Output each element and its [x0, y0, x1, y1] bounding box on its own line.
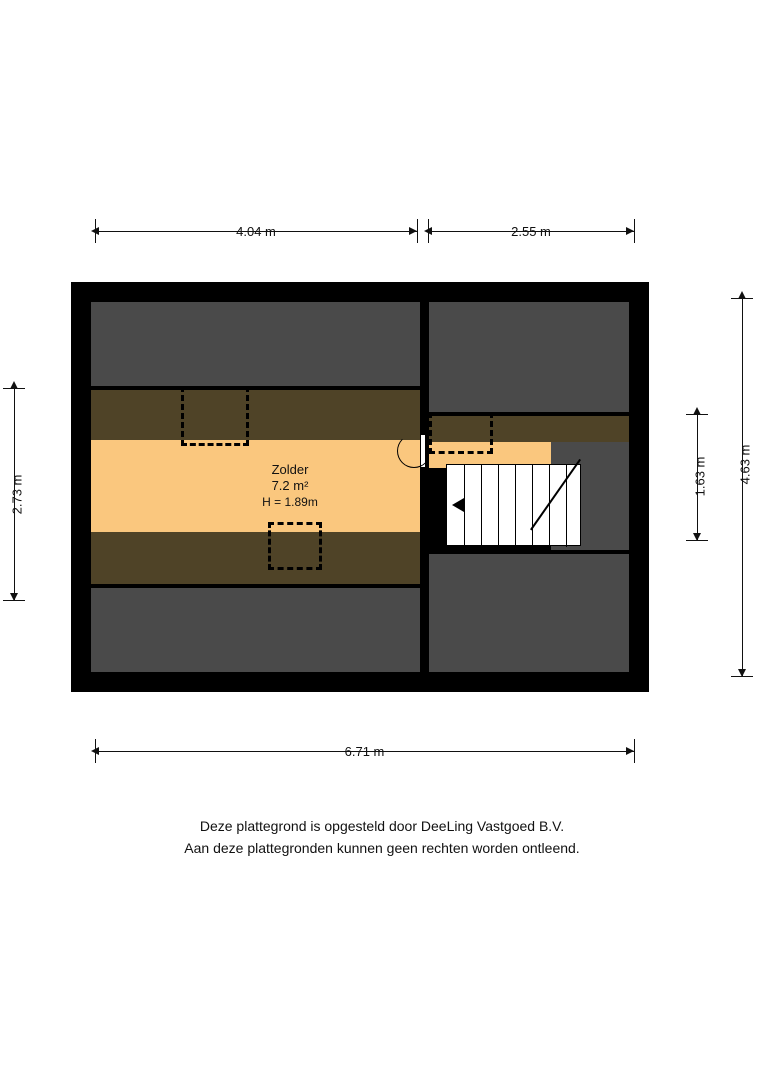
dimension-top-right-label: 2.55 m [511, 224, 551, 239]
staircase [446, 464, 581, 546]
skylight-upper-left [181, 386, 249, 446]
skylight-right [429, 412, 493, 454]
footer-line-1: Deze plattegrond is opgesteld door DeeLing Vastgoed B.V. [199, 818, 565, 834]
room-name: Zolder [271, 462, 309, 477]
area-left-bottom-unused [91, 588, 420, 672]
stair-direction-arrow [452, 498, 464, 512]
door-swing-arc [397, 434, 431, 468]
dimension-right-outer-label: 4.63 m [737, 444, 753, 485]
footer-line-2: Aan deze plattegronden kunnen geen rechten worden ontleend. [184, 840, 580, 856]
area-left-top-unused [91, 302, 420, 386]
dimension-right-inner-label: 1.63 m [692, 456, 708, 497]
wall-vertical-center [420, 302, 429, 672]
area-right-top-unused [429, 302, 629, 412]
dimension-top-left-label: 4.04 m [236, 224, 276, 239]
skylight-lower-left [268, 522, 322, 570]
dimension-left-label: 2.73 m [9, 474, 25, 515]
room-label-zolder [190, 462, 390, 510]
room-height: H = 1.89m [262, 495, 318, 509]
floorplan-body [71, 282, 649, 692]
area-left-upper-roofband [91, 390, 420, 440]
dimension-bottom-label: 6.71 m [344, 744, 385, 759]
room-area: 7.2 m² [271, 478, 309, 493]
area-right-bottom-unused [429, 554, 629, 672]
area-left-lower-roofband [91, 532, 420, 584]
